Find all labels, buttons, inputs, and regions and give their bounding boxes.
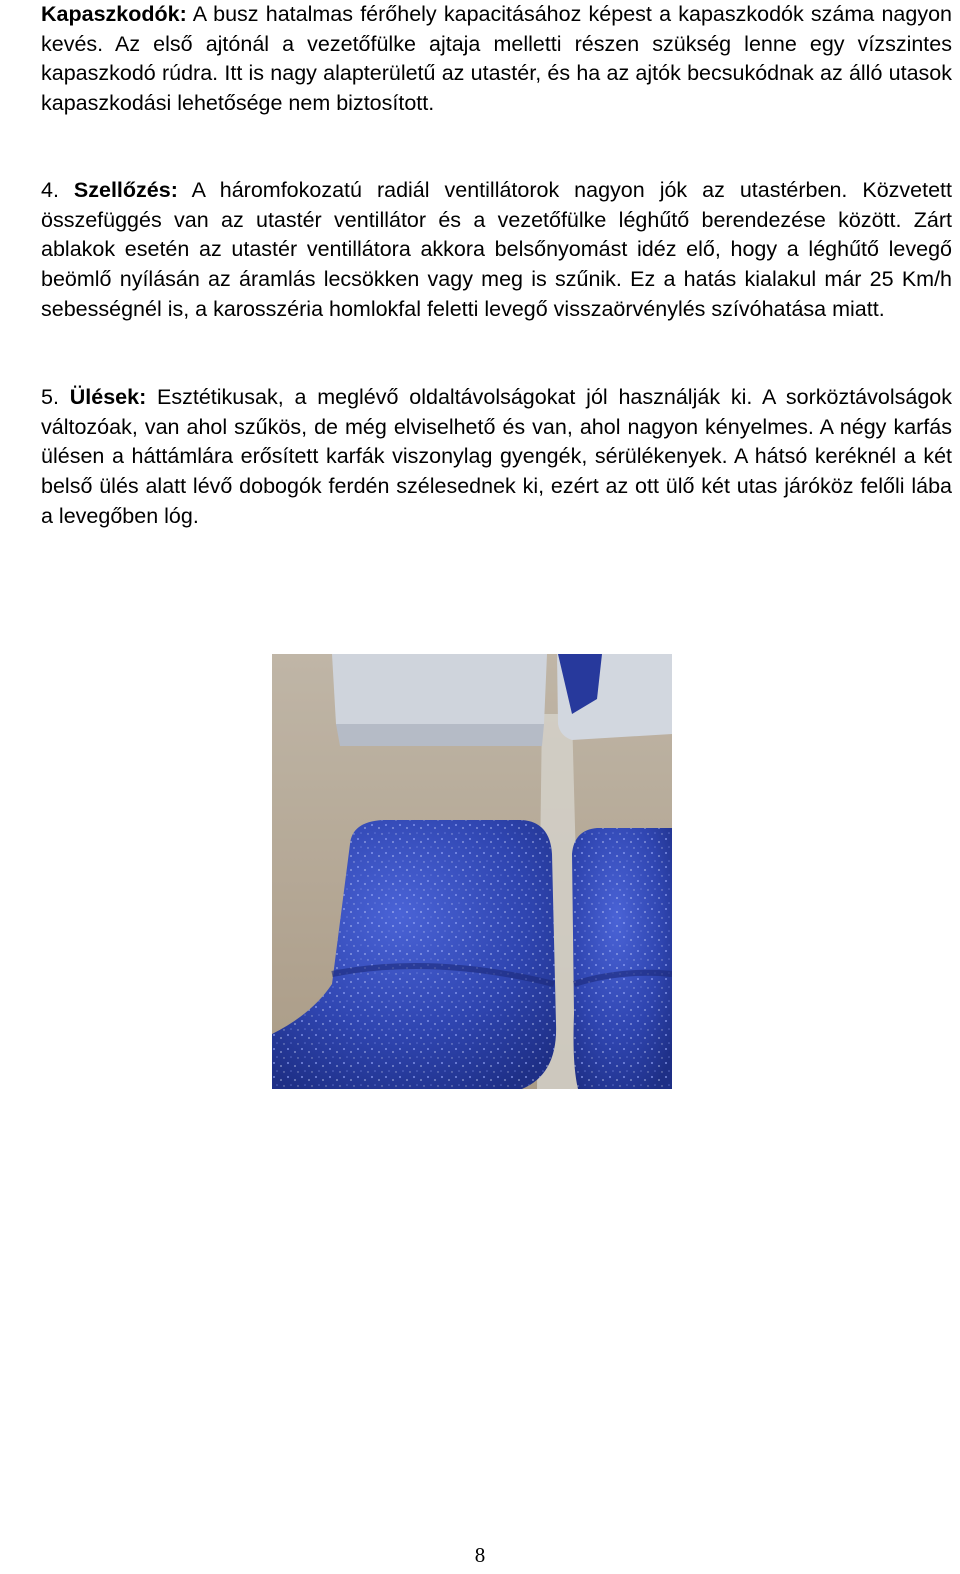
paragraph-text: A busz hatalmas férőhely kapacitásához képest a kapaszkodók száma nagyon kevés. Az első ajtónál a vezetőfülke ajtaja melletti részen szükség lenne egy vízszintes kapaszkodó rúdra. Itt is nagy alapterületű az utastér, és ha az ajtók becsukódnak az álló utasok kapaszkodási lehetősége nem biztosított.: [41, 2, 952, 116]
paragraph-heading: Ülések:: [69, 385, 147, 409]
bus-seats-photo: [272, 654, 672, 1089]
paragraph-szellozes: [41, 176, 952, 325]
paragraph-text: Esztétikusak, a meglévő oldaltávolságokat jól használják ki. A sorköztávolságok változóak, van ahol szűkös, de még elviselhető és van, ahol nagyon kényelmes. A négy karfás ülésen a háttámlára erősített karfák viszonylag gyengék, sérülékenyek. A hátsó keréknél a két belső ülés alatt lévő dobogók ferdén szélesednek ki, ezért az ott ülő két utas járóköz felőli lába a levegőben lóg.: [41, 385, 952, 528]
paragraph-heading: Szellőzés:: [73, 178, 178, 202]
paragraph-text: A háromfokozatú radiál ventillátorok nagyon jók az utastérben. Közvetett összefüggés van az utastér ventillátor és a vezetőfülke léghűtő berendezése között. Zárt ablakok esetén az utastér ventillátora akkora belsőnyomást idéz elő, hogy a léghűtő levegő beömlő nyílásán az áramlás lecsökken vagy meg is szűnik. Ez a hatás kialakul már 25 Km/h sebességnél is, a karosszéria homlokfal feletti levegő visszaörvénylés szívóhatása miatt.: [41, 178, 952, 321]
list-number: 5.: [41, 385, 59, 409]
paragraph-heading: Kapaszkodók:: [41, 2, 187, 26]
paragraph-ulesek: [41, 383, 952, 532]
page-number: 8: [474, 1543, 486, 1567]
paragraph-kapaszkodok: [41, 0, 952, 119]
list-number: 4.: [41, 178, 59, 202]
